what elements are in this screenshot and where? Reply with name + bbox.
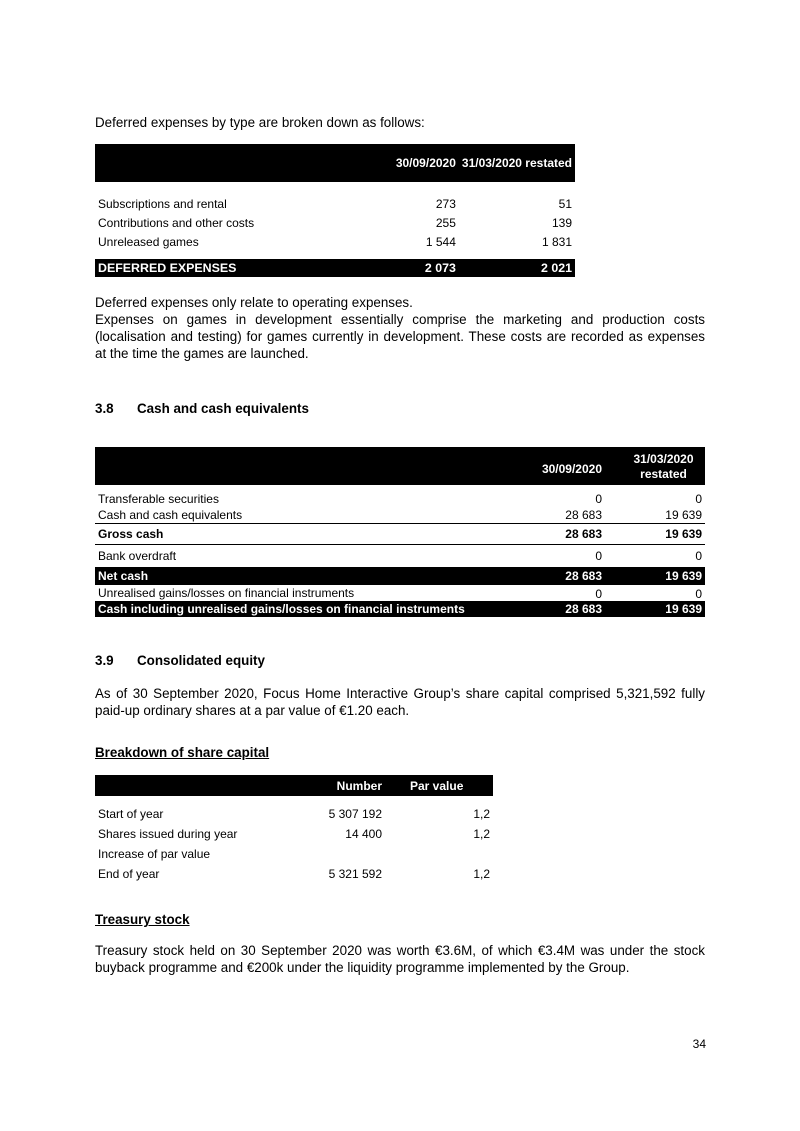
table-row [95, 567, 705, 585]
column-header: Number [310, 775, 385, 796]
table-row [95, 864, 493, 884]
row-value: 273 [435, 196, 456, 211]
total-label: DEFERRED EXPENSES [95, 259, 354, 277]
row-label: Unrealised gains/losses on financial instruments [98, 586, 355, 600]
row-label: Transferable securities [98, 492, 219, 506]
column-header: Par value [385, 775, 493, 796]
share-capital-table [95, 775, 493, 884]
row-value: 139 [551, 215, 572, 230]
row-value: 0 [695, 549, 702, 563]
treasury-title: Treasury stock [95, 912, 190, 927]
section-heading-equity [95, 653, 265, 668]
column-header: 30/09/2020 [354, 144, 459, 182]
row-label: Increase of par value [98, 847, 211, 861]
row-value: 1 831 [541, 234, 572, 249]
section-title: Cash and cash equivalents [137, 401, 309, 416]
row-value: 28 683 [495, 567, 605, 585]
page-number: 34 [692, 1037, 706, 1051]
deferred-note-2: Expenses on games in development essentially comprise the marketing and production costs (localisation and testing) for games currently in development. These costs are recorded as expenses at the time the games are launched. [95, 312, 705, 361]
table-header [95, 448, 705, 486]
row-value: 51 [558, 196, 572, 211]
row-value: 0 [595, 549, 602, 563]
row-label: Cash including unrealised gains/losses on financial instruments [95, 601, 495, 617]
section-number: 3.9 [95, 653, 114, 668]
breakdown-title: Breakdown of share capital [95, 745, 270, 760]
row-value: 19 639 [605, 601, 705, 617]
row-value [385, 844, 493, 864]
column-header: 30/09/2020 [495, 448, 605, 486]
column-header: 31/03/2020 restated [459, 144, 575, 182]
table-row [95, 507, 705, 524]
row-value: 28 683 [495, 524, 605, 545]
section-number: 3.8 [95, 401, 114, 416]
row-value: 0 [695, 587, 702, 601]
table-header [95, 775, 493, 796]
table-header [95, 144, 575, 182]
column-header [605, 448, 705, 486]
row-label: End of year [98, 867, 160, 881]
total-row [95, 259, 575, 277]
row-value: 14 400 [345, 827, 382, 841]
row-label: Unreleased games [98, 234, 199, 249]
deferred-note-1: Deferred expenses only relate to operating expenses. [95, 295, 413, 310]
table-row [95, 824, 493, 844]
row-label: Net cash [95, 567, 495, 585]
row-label: Cash and cash equivalents [95, 507, 495, 524]
table-row [95, 844, 493, 864]
row-value: 1,2 [473, 827, 490, 841]
row-value: 5 321 592 [328, 867, 382, 881]
total-value: 2 073 [354, 259, 459, 277]
table-row [95, 194, 575, 213]
row-value: 0 [595, 492, 602, 506]
table-row [95, 524, 705, 545]
row-label: Gross cash [95, 524, 495, 545]
column-header-line: restated [640, 466, 687, 481]
table-row [95, 213, 575, 232]
row-value: 28 683 [495, 507, 605, 524]
row-value: 0 [595, 587, 602, 601]
row-value: 1 544 [425, 234, 456, 249]
table-row [95, 232, 575, 251]
row-value: 28 683 [495, 601, 605, 617]
section-heading-cash [95, 401, 309, 416]
table-row [95, 804, 493, 824]
row-label: Bank overdraft [98, 549, 177, 563]
table-row [95, 585, 705, 601]
equity-text: As of 30 September 2020, Focus Home Interactive Group’s share capital comprised 5,321,592 fully paid-up ordinary shares at a par value of €1.20 each. [95, 686, 705, 718]
total-value: 2 021 [459, 259, 575, 277]
deferred-expenses-table [95, 144, 575, 277]
row-label: Subscriptions and rental [98, 196, 227, 211]
deferred-intro: Deferred expenses by type are broken down as follows: [95, 115, 425, 130]
row-value: 1,2 [473, 867, 490, 881]
table-row [95, 545, 705, 568]
treasury-text: Treasury stock held on 30 September 2020 was worth €3.6M, of which €3.4M was under the stock buyback programme and €200k under the liquidity programme implemented by the Group. [95, 943, 705, 975]
section-title: Consolidated equity [137, 653, 265, 668]
row-value: 19 639 [605, 524, 705, 545]
row-label: Contributions and other costs [98, 215, 255, 230]
row-value: 1,2 [473, 807, 490, 821]
column-header-line: 31/03/2020 [633, 451, 694, 466]
row-value: 19 639 [605, 507, 705, 524]
row-value: 5 307 192 [328, 807, 382, 821]
row-value: 255 [435, 215, 456, 230]
table-row [95, 601, 705, 617]
table-row [95, 485, 705, 507]
cash-table [95, 447, 705, 617]
row-value: 19 639 [605, 567, 705, 585]
row-label: Shares issued during year [98, 827, 238, 841]
row-value: 0 [695, 492, 702, 506]
row-value [310, 844, 385, 864]
row-label: Start of year [98, 807, 164, 821]
